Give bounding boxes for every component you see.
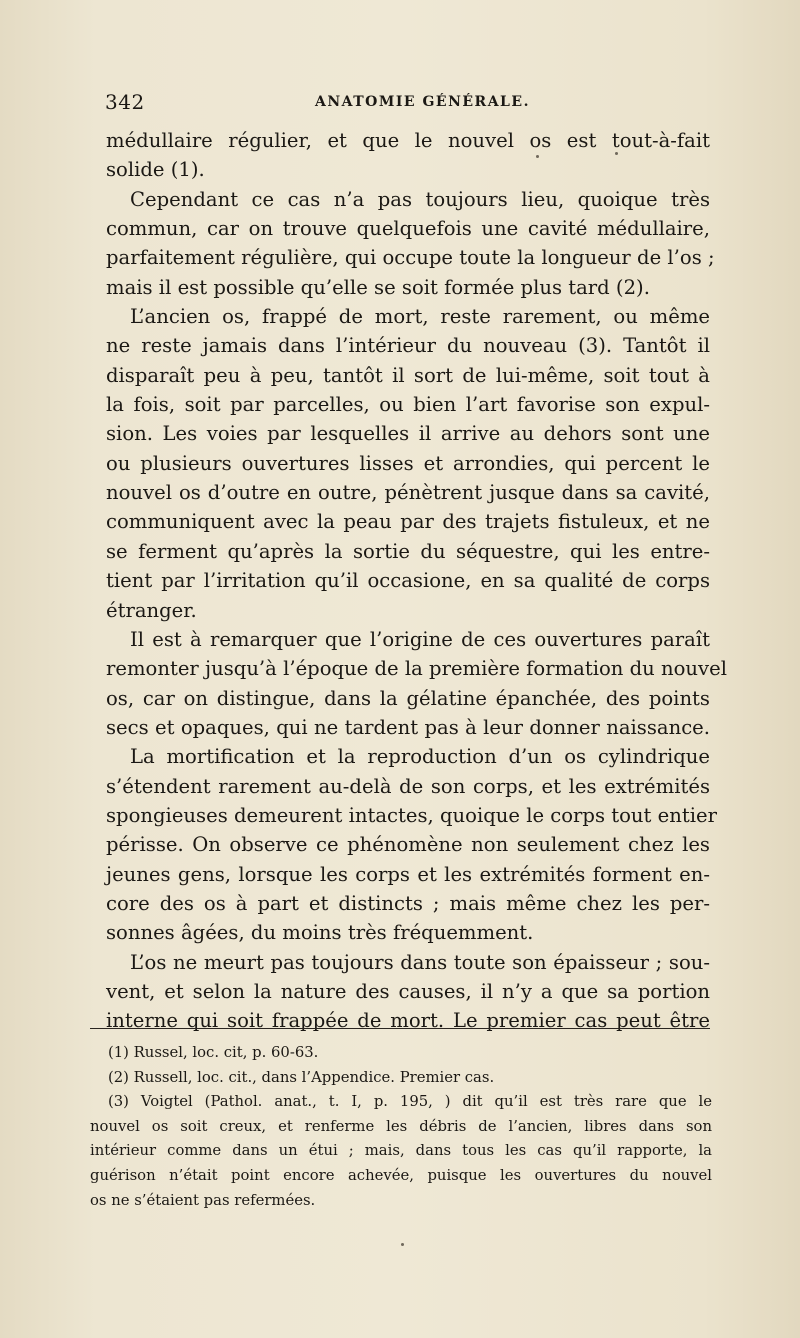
text-line: mais il est possible qu’elle se soit formée plus tard (2). (106, 275, 650, 299)
text-line: tient par l’irritation qu’il occasione, en sa qualité de corps (106, 569, 710, 593)
text-line: nouvel os d’outre en outre, pénètrent jusque dans sa cavité, (106, 481, 710, 505)
text-line: Il est à remarquer que l’origine de ces ouvertures paraît (130, 627, 710, 651)
footnote-line: (3) Voigtel (Pathol. anat., t. I, p. 195, ) dit qu’il est très rare que le (108, 1093, 712, 1111)
footnote-line: intérieur comme dans un étui ; mais, dans tous les cas qu’il rapporte, la (90, 1142, 712, 1160)
text-line: spongieuses demeurent intactes, quoique le corps tout entier (106, 803, 717, 827)
text-line: sonnes âgées, du moins très fréquemment. (106, 921, 534, 945)
page-header (105, 90, 705, 114)
text-line: jeunes gens, lorsque les corps et les extrémités forment en- (106, 862, 710, 886)
footnote-line: os ne s’étaient pas refermées. (90, 1191, 316, 1209)
text-line: core des os à part et distincts ; mais même chez les per- (106, 891, 710, 915)
text-line: secs et opaques, qui ne tardent pas à leur donner naissance. (106, 715, 710, 739)
text-line: ou plusieurs ouvertures lisses et arrondies, qui percent le (106, 451, 710, 475)
footnote-line: (2) Russell, loc. cit., dans l’Appendice. Premier cas. (108, 1068, 495, 1086)
footnote-line: guérison n’était point encore achevée, puisque les ouvertures du nouvel (90, 1166, 712, 1184)
text-line: Cependant ce cas n’a pas toujours lieu, quoique très (130, 187, 710, 211)
footnotes (90, 1041, 712, 1213)
text-line: étranger. (106, 598, 197, 622)
text-line: parfaitement régulière, qui occupe toute la longueur de l’os ; (106, 246, 715, 270)
text-line: médullaire régulier, et que le nouvel os est tout-à-fait (106, 129, 710, 152)
text-line: La mortification et la reproduction d’un os cylindrique (130, 745, 710, 769)
page-number: 342 (105, 90, 145, 114)
text-line: disparaît peu à peu, tantôt il sort de lui-même, soit tout à (106, 363, 710, 387)
text-line: vent, et selon la nature des causes, il n’y a que sa portion (106, 979, 710, 1003)
text-line: remonter jusqu’à l’époque de la première formation du nouvel (106, 657, 727, 681)
text-line: se ferment qu’après la sortie du séquestre, qui les entre- (106, 539, 710, 563)
main-text (106, 126, 727, 1036)
footnote-line: (1) Russel, loc. cit, p. 60-63. (108, 1044, 319, 1061)
text-line: sion. Les voies par lesquelles il arrive au dehors sont une (106, 422, 710, 446)
text-line: commun, car on trouve quelquefois une cavité médullaire, (106, 217, 710, 241)
footnote-divider (90, 1028, 710, 1029)
paper-speck (536, 155, 539, 158)
text-line: L’os ne meurt pas toujours dans toute son épaisseur ; sou- (130, 950, 710, 974)
footnote-line: nouvel os soit creux, et renferme les débris de l’ancien, libres dans son (90, 1117, 712, 1135)
paper-speck (615, 152, 618, 155)
text-line: périsse. On observe ce phénomène non seulement chez les (106, 833, 710, 857)
text-line: os, car on distingue, dans la gélatine épanchée, des points (106, 686, 710, 710)
text-line: s’étendent rarement au-delà de son corps, et les extrémités (106, 774, 710, 798)
text-line: L’ancien os, frappé de mort, reste rarement, ou même (130, 305, 710, 329)
text-line: interne qui soit frappée de mort. Le premier cas peut être (106, 1009, 710, 1033)
paper-speck (401, 1243, 404, 1246)
text-line: solide (1). (106, 158, 205, 182)
running-title: ANATOMIE GÉNÉRALE. (315, 94, 530, 110)
text-line: communiquent avec la peau par des trajets fistuleux, et ne (106, 510, 710, 534)
text-line: la fois, soit par parcelles, ou bien l’art favorise son expul- (106, 393, 710, 417)
text-line: ne reste jamais dans l’intérieur du nouveau (3). Tantôt il (106, 334, 710, 358)
